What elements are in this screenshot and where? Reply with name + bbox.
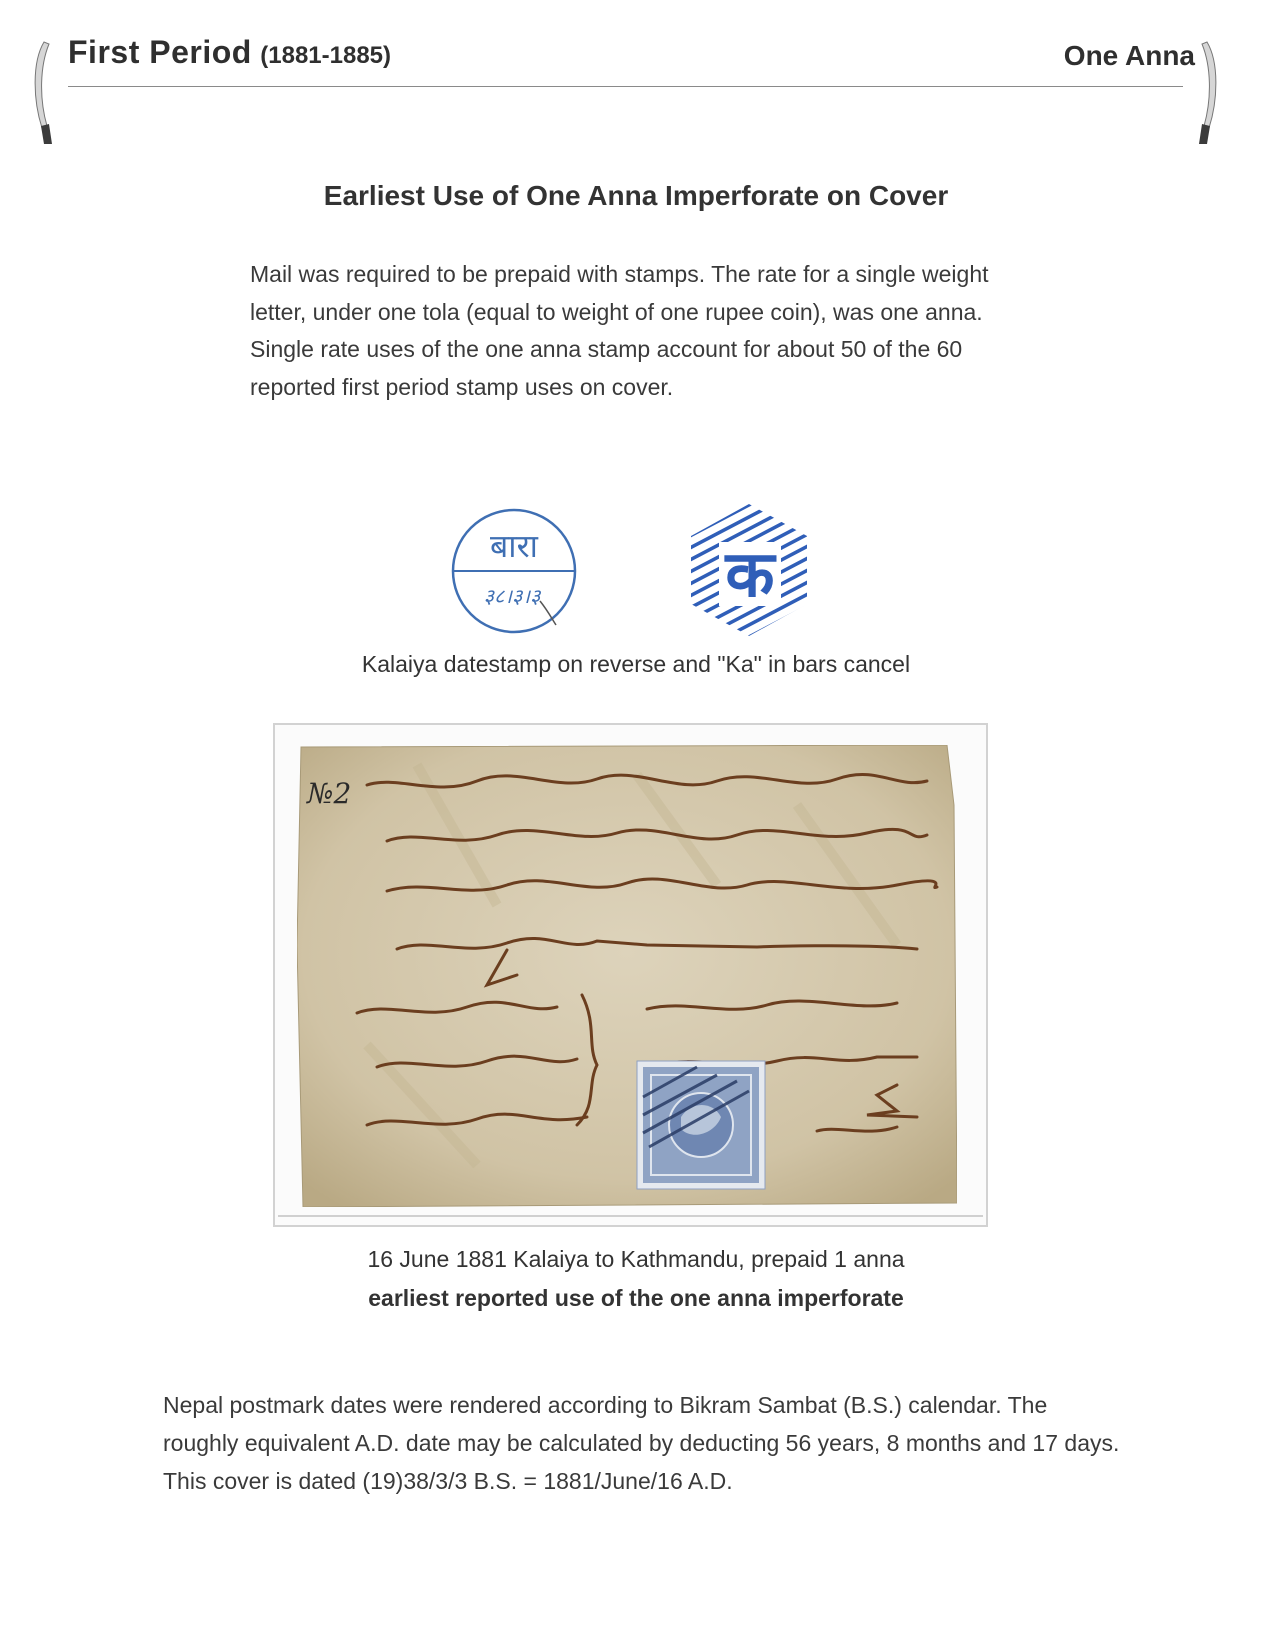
denomination-title: One Anna bbox=[1063, 40, 1195, 71]
kalaiya-datestamp-illustration bbox=[448, 505, 580, 637]
datestamp-town: बारा bbox=[490, 527, 538, 565]
page-heading: Earliest Use of One Anna Imperforate on Cover bbox=[323, 180, 949, 211]
kukri-right-icon bbox=[1193, 40, 1221, 146]
cover-docket: №2 bbox=[307, 777, 352, 810]
header-rule bbox=[68, 86, 1183, 87]
intro-paragraph: Mail was required to be prepaid with stamps. The rate for a single weight letter, under one tola (equal to weight of one rupee coin), was one anna. Single rate uses of the one anna stamp account for about 50 of the 60 reported first period stamp uses on cover. bbox=[250, 261, 989, 400]
ka-bars-cancel-illustration bbox=[687, 500, 812, 640]
datestamp-date: ३८।३।३ bbox=[483, 584, 541, 608]
cover-caption: 16 June 1881 Kalaiya to Kathmandu, prepaid 1 anna bbox=[367, 1246, 905, 1272]
cover-caption-highlight: earliest reported use of the one anna imperforate bbox=[368, 1285, 904, 1311]
one-anna-stamp-icon bbox=[637, 1061, 765, 1189]
postmark-caption: Kalaiya datestamp on reverse and "Ka" in bars cancel bbox=[361, 651, 911, 677]
cover-envelope-image bbox=[297, 745, 957, 1207]
cancel-letter: क bbox=[725, 538, 775, 612]
kukri-left-icon bbox=[30, 40, 58, 146]
period-title bbox=[68, 34, 391, 71]
calendar-note: Nepal postmark dates were rendered according to Bikram Sambat (B.S.) calendar. The roughly equivalent A.D. date may be calculated by deducting 56 years, 8 months and 17 days. This cover is dated (19)38/3/3 B.S. = 1881/June/16 A.D. bbox=[163, 1392, 1120, 1494]
period-years: (1881-1885) bbox=[260, 42, 392, 69]
period-name: First Period bbox=[68, 34, 252, 70]
cover-mount-base bbox=[278, 1215, 983, 1217]
